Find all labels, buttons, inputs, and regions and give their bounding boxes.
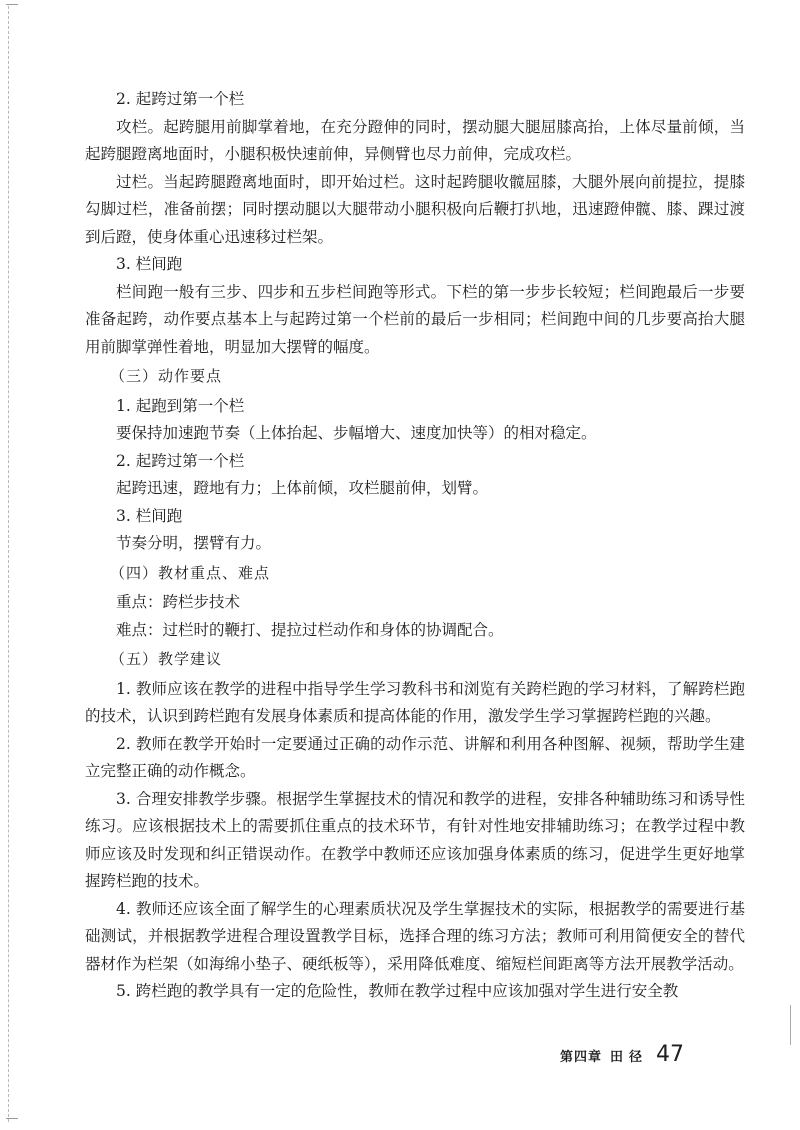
paragraph: 栏间跑一般有三步、四步和五步栏间跑等形式。下栏的第一步步长较短；栏间跑最后一步要准备起跨，动作要点基本上与起跨过第一个栏前的最后一步相同；栏间跑中间的几步要高抬大腿用前脚掌弹性着地，明显加大摆臂的幅度。 [85, 282, 745, 356]
paragraph: 1. 教师应该在教学的进程中指导学生学习教科书和浏览有关跨栏跑的学习材料，了解跨栏跑的技术，认识到跨栏跑有发展身体素质和提高体能的作用，激发学生学习掌握跨栏跑的兴趣。 [85, 679, 745, 725]
paragraph: 攻栏。起跨腿用前脚掌着地，在充分蹬伸的同时，摆动腿大腿屈膝高抬，上体尽量前倾，当起跨腿蹬离地面时，小腿积极快速前伸，异侧臂也尽力前伸，完成攻栏。 [85, 117, 745, 163]
section-heading: （四）教材重点、难点 [110, 563, 271, 582]
section-heading: （五）教学建议 [110, 650, 223, 668]
page-body [85, 86, 745, 1006]
paragraph: 过栏。当起跨腿蹬离地面时，即开始过栏。这时起跨腿收髋屈膝，大腿外展向前提拉，提膝勾脚过栏，准备前摆；同时摆动腿以大腿带动小腿积极向后鞭打扒地，迅速蹬伸髋、膝、踝过渡到后蹬，使身体重心迅速移过栏架。 [85, 172, 745, 246]
page-footer [560, 1042, 760, 1067]
subheading: 2. 起跨过第一个栏 [116, 451, 245, 470]
subheading: 2. 起跨过第一个栏 [116, 90, 245, 108]
page-number: 47 [656, 1042, 685, 1067]
paragraph: 2. 教师在教学开始时一定要通过正确的动作示范、讲解和利用各种图解、视频，帮助学生建立完整正确的动作概念。 [85, 734, 745, 780]
paragraph: 起跨迅速，蹬地有力；上体前倾，攻栏腿前伸，划臂。 [116, 479, 489, 497]
scan-gutter-line [8, 6, 9, 1122]
difficulty-line: 难点：过栏时的鞭打、提拉过栏动作和身体的协调配合。 [116, 620, 504, 639]
paragraph: 节奏分明，摆臂有力。 [116, 534, 272, 552]
subheading: 1. 起跑到第一个栏 [116, 396, 245, 415]
scan-right-edge-mark [790, 1005, 791, 1045]
paragraph: 5. 跨栏跑的教学具有一定的危险性，教师在教学过程中应该加强对学生进行安全教 [116, 982, 679, 1000]
scan-edge-mark-top [6, 4, 18, 5]
paragraph: 4. 教师还应该全面了解学生的心理素质状况及学生掌握技术的实际，根据教学的需要进行基础测试，并根据教学进程合理设置教学目标，选择合理的练习方法；教师可利用简便安全的替代器材作为栏架（如海绵小垫子、硬纸板等），采用降低难度、缩短栏间距离等方法开展教学活动。 [85, 899, 745, 973]
subheading: 3. 栏间跑 [116, 506, 183, 525]
subheading: 3. 栏间跑 [116, 255, 183, 273]
footer-chapter: 第四章 [560, 1050, 603, 1065]
scan-edge-mark-bottom [6, 1118, 18, 1119]
paragraph: 要保持加速跑节奏（上体抬起、步幅增大、速度加快等）的相对稳定。 [116, 424, 597, 442]
footer-section: 田径 [610, 1050, 649, 1065]
paragraph: 3. 合理安排教学步骤。根据学生掌握技术的情况和教学的进程，安排各种辅助练习和诱导性练习。应该根据技术上的需要抓住重点的技术环节，有针对性地安排辅助练习；在教学过程中教师应该及时发现和纠正错误动作。在教学中教师还应该加强身体素质的练习，促进学生更好地掌握跨栏跑的技术。 [85, 789, 745, 890]
key-point-line: 重点：跨栏步技术 [116, 593, 241, 611]
section-heading: （三）动作要点 [110, 367, 223, 385]
